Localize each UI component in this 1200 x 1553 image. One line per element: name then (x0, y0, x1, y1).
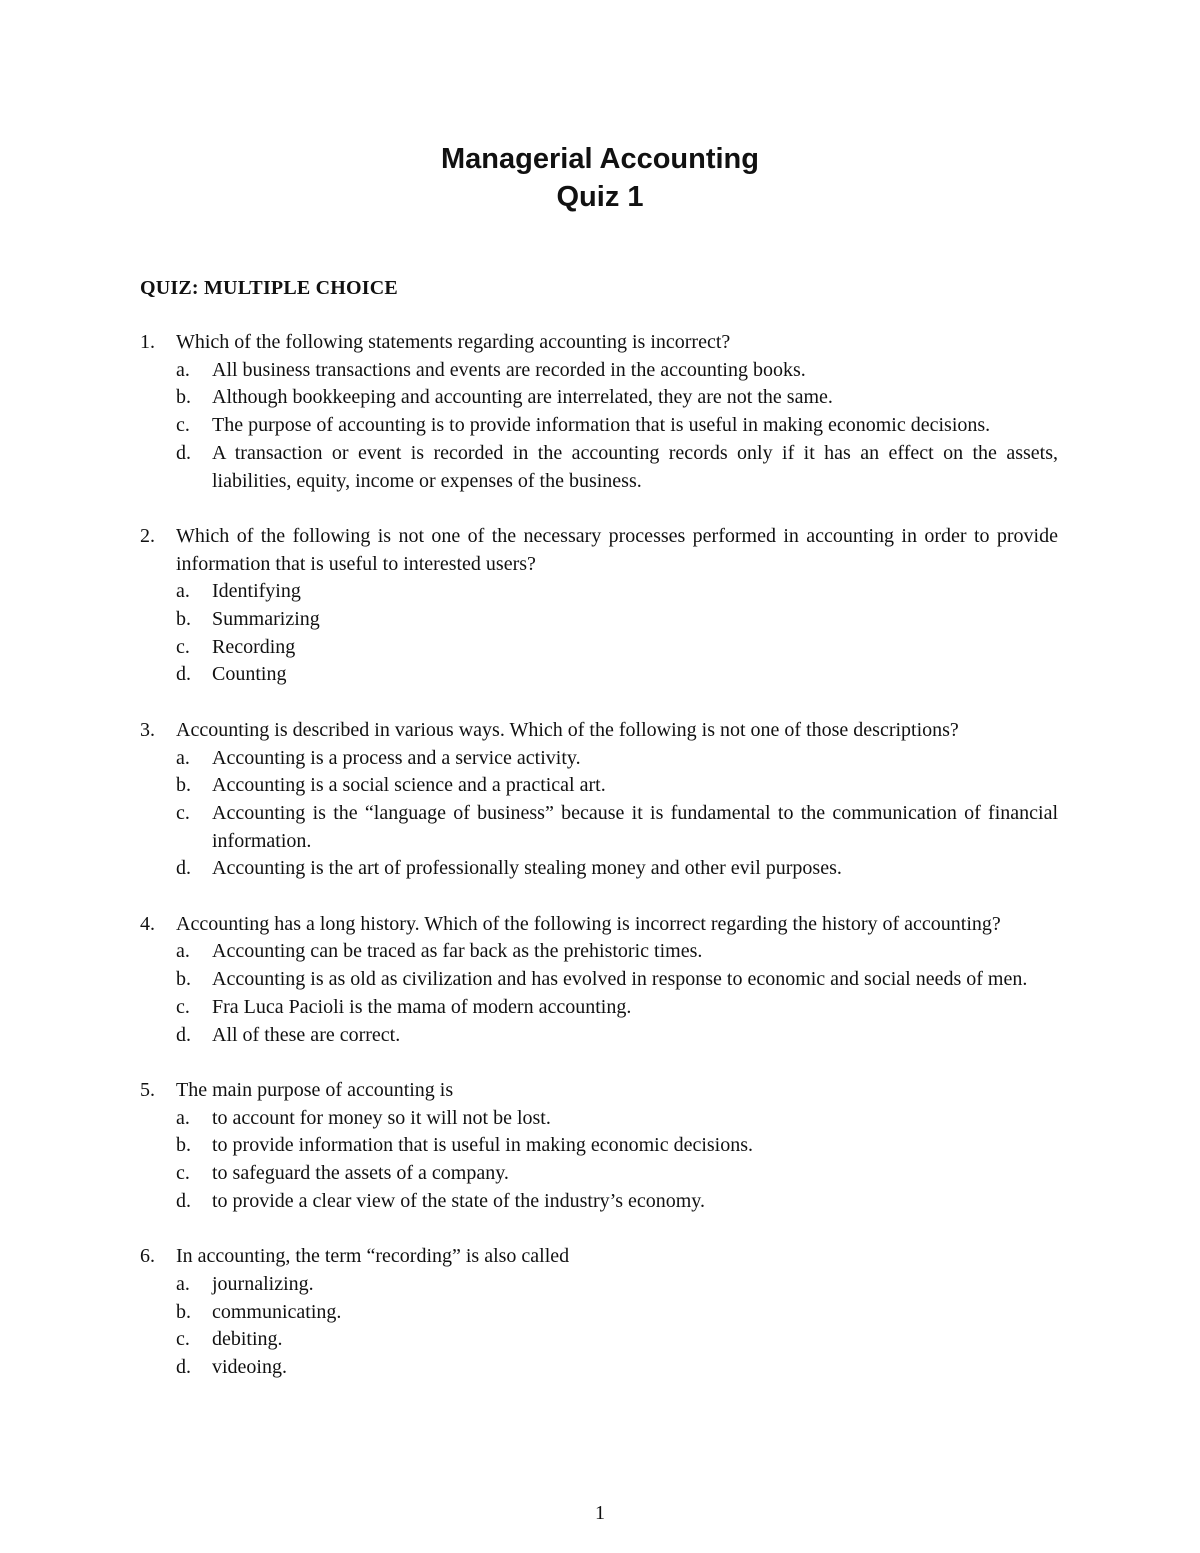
question-6 (140, 1243, 1058, 1382)
choice-list (140, 938, 1058, 1049)
choice-item (176, 966, 1058, 994)
choice-letter: c. (176, 635, 190, 658)
question-stem (140, 1077, 1058, 1105)
choice-list (140, 1271, 1058, 1382)
choice-letter: a. (176, 358, 190, 381)
question-stem (140, 329, 1058, 357)
question-stem (140, 1243, 1058, 1271)
choice-text: Accounting is the “language of business” because it is fundamental to the communication of financial information. (212, 801, 1058, 852)
choice-letter: b. (176, 774, 191, 797)
choice-item (176, 994, 1058, 1022)
choice-item (176, 855, 1058, 883)
choice-text: journalizing. (212, 1272, 314, 1295)
choice-list (140, 578, 1058, 689)
choice-text: All of these are correct. (212, 1023, 401, 1046)
choice-letter: a. (176, 746, 190, 769)
question-number: 6. (140, 1245, 155, 1268)
question-number: 2. (140, 524, 155, 547)
choice-item (176, 1299, 1058, 1327)
title-line-1: Managerial Accounting (441, 143, 759, 175)
choice-text: debiting. (212, 1328, 283, 1351)
choice-letter: b. (176, 968, 191, 991)
choice-item (176, 1105, 1058, 1133)
choice-text: Although bookkeeping and accounting are interrelated, they are not the same. (212, 386, 833, 409)
choice-list (140, 745, 1058, 884)
choice-item (176, 412, 1058, 440)
question-text: Accounting is described in various ways. Which of the following is not one of those descriptions? (176, 718, 959, 741)
question-1 (140, 329, 1058, 495)
choice-text: Accounting is the art of professionally stealing money and other evil purposes. (212, 857, 842, 880)
choice-letter: d. (176, 1023, 191, 1046)
question-4 (140, 911, 1058, 1050)
choice-letter: d. (176, 1189, 191, 1212)
choice-item (176, 661, 1058, 689)
page-number: 1 (595, 1502, 605, 1524)
question-text: Which of the following statements regarding accounting is incorrect? (176, 331, 731, 353)
choice-list (140, 357, 1058, 496)
choice-list (140, 1105, 1058, 1216)
choice-letter: b. (176, 386, 191, 409)
choice-text: to account for money so it will not be lost. (212, 1106, 551, 1129)
choice-letter: c. (176, 801, 190, 824)
choice-item (176, 938, 1058, 966)
question-stem (140, 717, 1058, 745)
choice-item (176, 1271, 1058, 1299)
question-text: Accounting has a long history. Which of the following is incorrect regarding the history of accounting? (176, 912, 1001, 935)
choice-text: Identifying (212, 580, 301, 603)
choice-item (176, 606, 1058, 634)
choice-item (176, 357, 1058, 385)
question-list (140, 329, 1058, 1409)
choice-item (176, 1354, 1058, 1382)
choice-letter: a. (176, 940, 190, 963)
choice-text: to provide a clear view of the state of the industry’s economy. (212, 1189, 705, 1212)
choice-item (176, 440, 1058, 495)
choice-text: All business transactions and events are recorded in the accounting books. (212, 358, 806, 381)
choice-item (176, 1022, 1058, 1050)
question-number: 3. (140, 718, 155, 741)
question-stem (140, 911, 1058, 939)
choice-item (176, 1188, 1058, 1216)
choice-item (176, 745, 1058, 773)
choice-letter: c. (176, 1328, 190, 1351)
choice-text: Accounting is as old as civilization and has evolved in response to economic and social needs of men. (212, 968, 1028, 991)
choice-letter: b. (176, 1134, 191, 1157)
choice-text: Fra Luca Pacioli is the mama of modern accounting. (212, 995, 632, 1018)
choice-text: Accounting is a social science and a practical art. (212, 774, 606, 797)
choice-text: The purpose of accounting is to provide information that is useful in making economic decisions. (212, 414, 991, 437)
choice-item (176, 384, 1058, 412)
choice-item (176, 1160, 1058, 1188)
question-text: The main purpose of accounting is (176, 1078, 454, 1101)
question-number: 5. (140, 1078, 155, 1101)
choice-text: videoing. (212, 1355, 287, 1378)
choice-text: Counting (212, 663, 287, 686)
choice-text: Summarizing (212, 608, 320, 631)
choice-letter: d. (176, 441, 191, 464)
choice-letter: b. (176, 608, 191, 631)
choice-item (176, 634, 1058, 662)
choice-letter: b. (176, 1300, 191, 1323)
choice-letter: c. (176, 995, 190, 1018)
choice-letter: d. (176, 857, 191, 880)
question-text: In accounting, the term “recording” is also called (176, 1245, 570, 1268)
question-text: Which of the following is not one of the necessary processes performed in accounting in order to provide information that is useful to interested users? (176, 524, 1058, 575)
choice-letter: d. (176, 1355, 191, 1378)
choice-text: A transaction or event is recorded in the accounting records only if it has an effect on the assets, liabilities, equity, income or expenses of the business. (212, 441, 1058, 492)
choice-item (176, 578, 1058, 606)
choice-item (176, 772, 1058, 800)
choice-letter: d. (176, 663, 191, 686)
question-2 (140, 523, 1058, 689)
choice-letter: c. (176, 1162, 190, 1185)
choice-text: Accounting can be traced as far back as the prehistoric times. (212, 940, 703, 963)
question-number: 1. (140, 331, 155, 353)
section-heading: QUIZ: MULTIPLE CHOICE (140, 277, 398, 299)
choice-letter: a. (176, 1272, 190, 1295)
question-5 (140, 1077, 1058, 1216)
choice-text: to safeguard the assets of a company. (212, 1162, 509, 1185)
question-stem (140, 523, 1058, 578)
choice-text: communicating. (212, 1300, 342, 1323)
question-3 (140, 717, 1058, 883)
question-number: 4. (140, 912, 155, 935)
choice-letter: a. (176, 1106, 190, 1129)
choice-text: Recording (212, 635, 296, 658)
choice-letter: a. (176, 580, 190, 603)
choice-item (176, 1326, 1058, 1354)
choice-letter: c. (176, 414, 190, 437)
document-title (0, 140, 1200, 216)
choice-item (176, 800, 1058, 855)
choice-text: to provide information that is useful in making economic decisions. (212, 1134, 754, 1157)
title-line-2: Quiz 1 (556, 181, 644, 213)
choice-item (176, 1132, 1058, 1160)
choice-text: Accounting is a process and a service activity. (212, 746, 581, 769)
